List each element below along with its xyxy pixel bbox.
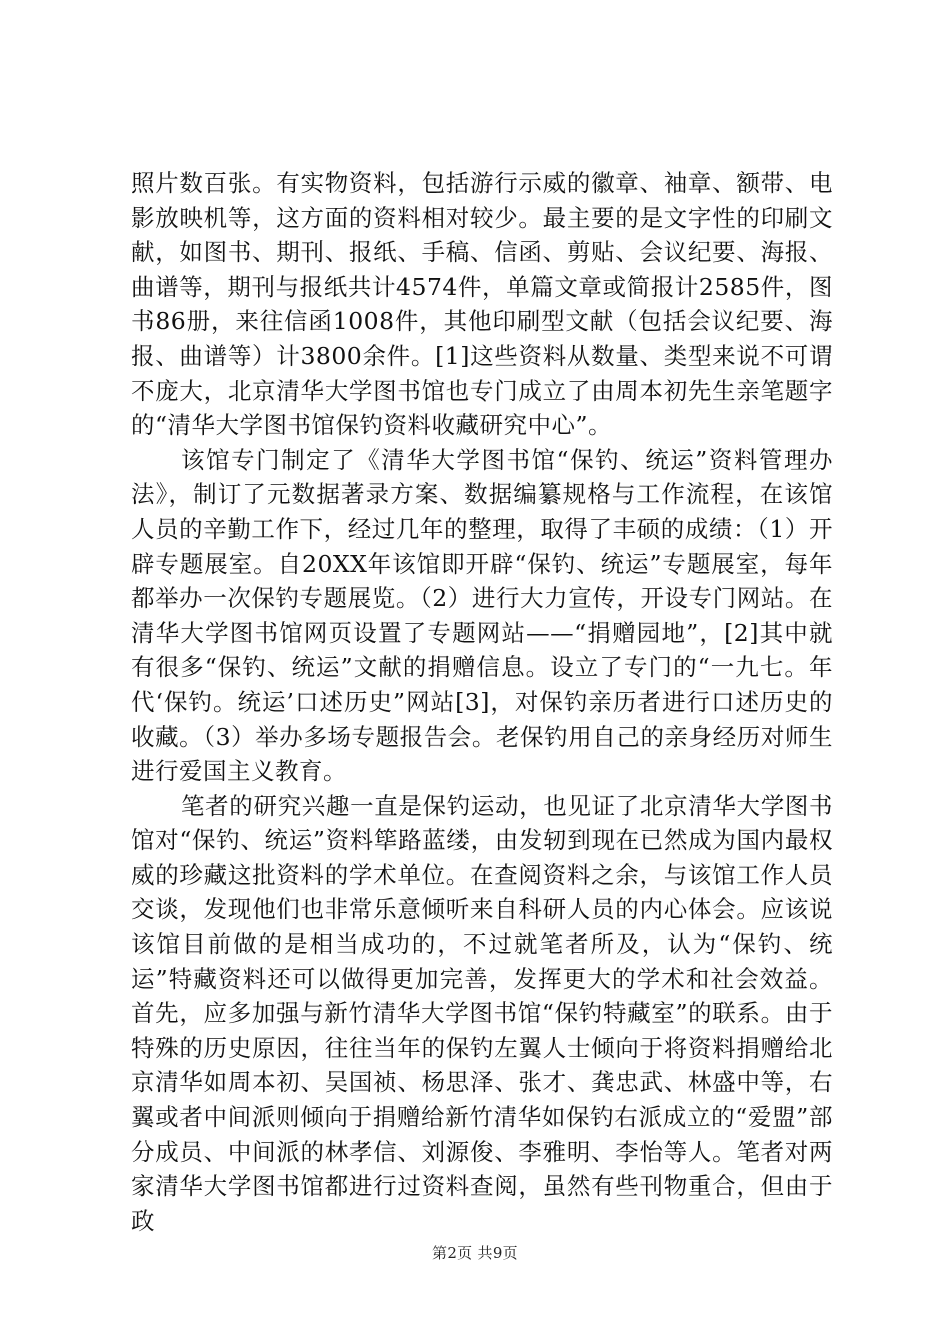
paragraph-continuation: 照片数百张。有实物资料，包括游行示威的徽章、袖章、额带、电影放映机等，这方面的资料相对较少。最主要的是文字性的印刷文献，如图书、期刊、报纸、手稿、信函、剪贴、会议纪要、海报、曲谱等，期刊与报纸共计4574件，单篇文章或简报计2585件，图书86册，来往信函1008件，其他印刷型文献（包括会议纪要、海报、曲谱等）计3800余件。[1]这些资料从数量、类型来说不可谓不庞大，北京清华大学图书馆也专门成立了由周本初先生亲笔题字的“清华大学图书馆保钓资料收藏研究中心”。 xyxy=(131,169,833,440)
paragraph-author-view: 笔者的研究兴趣一直是保钓运动，也见证了北京清华大学图书馆对“保钓、统运”资料筚路蓝缕，由发轫到现在已然成为国内最权威的珍藏这批资料的学术单位。在查阅资料之余，与该馆工作人员交谈，发现他们也非常乐意倾听来自科研人员的内心体会。应该说该馆目前做的是相当成功的，不过就笔者所及，认为“保钓、统运”特藏资料还可以做得更加完善，发挥更大的学术和社会效益。首先，应多加强与新竹清华大学图书馆“保钓特藏室”的联系。由于特殊的历史原因，往往当年的保钓左翼人士倾向于将资料捐赠给北京清华如周本初、吴国祯、杨思泽、张才、龚忠武、林盛中等，右翼或者中间派则倾向于捐赠给新竹清华如保钓右派成立的“爱盟”部分成员、中间派的林孝信、刘源俊、李雅明、李怡等人。笔者对两家清华大学图书馆都进行过资料查阅，虽然有些刊物重合，但由于政 xyxy=(131,791,833,1235)
body-text xyxy=(131,166,833,1238)
paragraph-library-measures: 该馆专门制定了《清华大学图书馆“保钓、统运”资料管理办法》，制订了元数据著录方案、数据编纂规格与工作流程，在该馆人员的辛勤工作下，经过几年的整理，取得了丰硕的成绩：（1）开辟专题展室。自20XX年该馆即开辟“保钓、统运”专题展室，每年都举办一次保钓专题展览。（2）进行大力宣传，开设专门网站。在清华大学图书馆网页设置了专题网站——“捐赠园地”，[2]其中就有很多“保钓、统运”文献的捐赠信息。设立了专门的“一九七。年代‘保钓。统运’口述历史”网站[3]，对保钓亲历者进行口述历史的收藏。（3）举办多场专题报告会。老保钓用自己的亲身经历对师生进行爱国主义教育。 xyxy=(131,445,833,786)
page-number: 第2页 共9页 xyxy=(432,1244,518,1262)
page-footer xyxy=(0,1242,950,1263)
